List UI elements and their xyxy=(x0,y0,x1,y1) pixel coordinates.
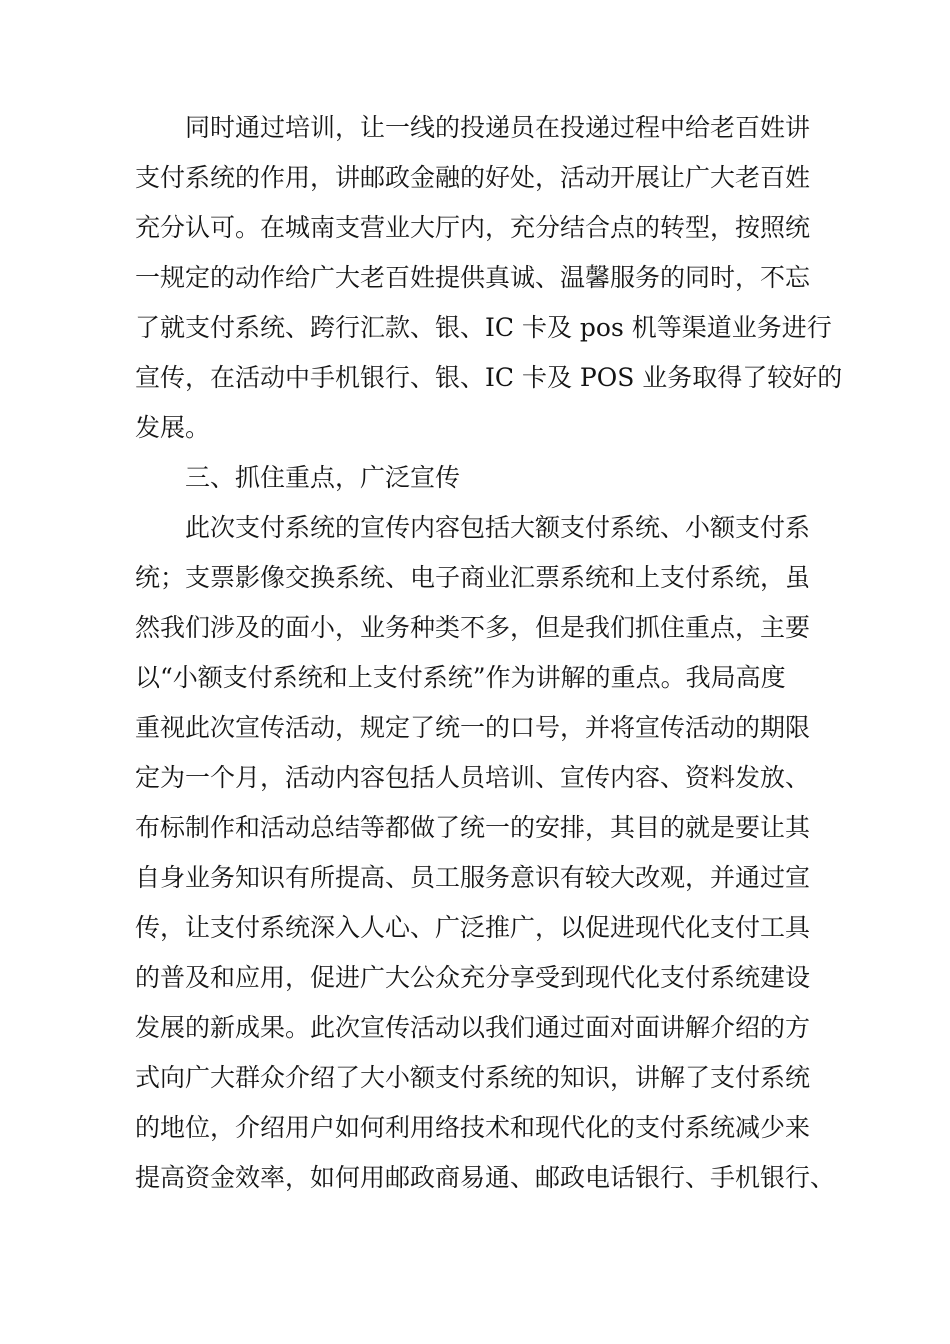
paragraph-1-line-1: 同时通过培训，让一线的投递员在投递过程中给老百姓讲 xyxy=(185,113,811,142)
paragraph-1-line-2: 支付系统的作用，讲邮政金融的好处，活动开展让广大老百姓 xyxy=(135,163,811,192)
paragraph-2-line-4: 以“小额支付系统和上支付系统”作为讲解的重点。我局高度 xyxy=(135,663,786,692)
paragraph-2-line-10: 的普及和应用，促进广大公众充分享受到现代化支付系统建设 xyxy=(135,963,811,992)
paragraph-1-line-4: 一规定的动作给广大老百姓提供真诚、温馨服务的同时，不忘 xyxy=(135,263,811,292)
paragraph-1-line-6: 宣传，在活动中手机银行、银、IC 卡及 POS 业务取得了较好的 xyxy=(135,363,843,392)
paragraph-2-line-11: 发展的新成果。此次宣传活动以我们通过面对面讲解介绍的方 xyxy=(135,1013,811,1042)
paragraph-1-line-7: 发展。 xyxy=(135,413,211,442)
paragraph-2-line-8: 自身业务知识有所提高、员工服务意识有较大改观，并通过宣 xyxy=(135,863,811,892)
paragraph-1-line-3: 充分认可。在城南支营业大厅内，充分结合点的转型，按照统 xyxy=(135,213,811,242)
paragraph-2-line-2: 统；支票影像交换系统、电子商业汇票系统和上支付系统，虽 xyxy=(135,563,811,592)
paragraph-2-line-3: 然我们涉及的面小，业务种类不多，但是我们抓住重点，主要 xyxy=(135,613,811,642)
paragraph-2-line-1: 此次支付系统的宣传内容包括大额支付系统、小额支付系 xyxy=(185,513,811,542)
paragraph-2-line-14: 提高资金效率，如何用邮政商易通、邮政电话银行、手机银行、 xyxy=(135,1163,836,1192)
section-heading: 三、抓住重点，广泛宣传 xyxy=(185,463,461,492)
paragraph-2-line-6: 定为一个月，活动内容包括人员培训、宣传内容、资料发放、 xyxy=(135,763,811,792)
paragraph-2-line-12: 式向广大群众介绍了大小额支付系统的知识，讲解了支付系统 xyxy=(135,1063,811,1092)
paragraph-2-line-13: 的地位，介绍用户如何利用络技术和现代化的支付系统减少来 xyxy=(135,1113,811,1142)
paragraph-2-line-9: 传，让支付系统深入人心、广泛推广，以促进现代化支付工具 xyxy=(135,913,811,942)
paragraph-2-line-5: 重视此次宣传活动，规定了统一的口号，并将宣传活动的期限 xyxy=(135,713,811,742)
paragraph-2-line-7: 布标制作和活动总结等都做了统一的安排，其目的就是要让其 xyxy=(135,813,811,842)
paragraph-1-line-5: 了就支付系统、跨行汇款、银、IC 卡及 pos 机等渠道业务进行 xyxy=(135,313,832,342)
